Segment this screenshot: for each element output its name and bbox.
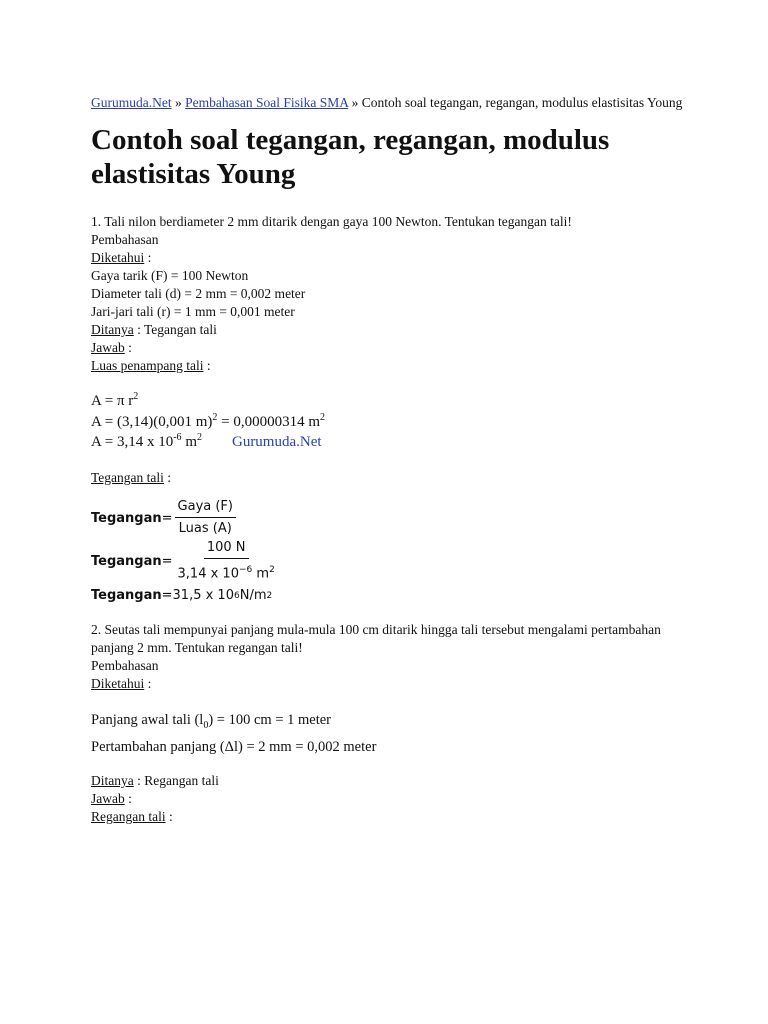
breadcrumb-category-link[interactable]: Pembahasan Soal Fisika SMA [185, 95, 349, 110]
luas-label: Luas penampang tali [91, 358, 204, 373]
colon: : [124, 340, 132, 355]
breadcrumb-separator: » [348, 95, 362, 110]
tegangan-heading [91, 469, 691, 487]
article [91, 94, 691, 826]
given-equations [91, 709, 691, 759]
question-1: 1. Tali nilon berdiameter 2 mm ditarik dengan gaya 100 Newton. Tentukan tegangan tali! [91, 214, 572, 229]
colon: : [124, 791, 132, 807]
area-equations [91, 391, 691, 453]
area-eq-1: A = π $r^2$ [91, 391, 139, 409]
colon: : [203, 358, 211, 373]
question-2: 2. Seutas tali mempunyai panjang mula-mula 100 cm ditarik hingga tali tersebut mengalami pertambahan panjang 2 mm. Tentukan regangan tali! [91, 621, 661, 655]
pembahasan-label: Pembahasan [91, 657, 159, 673]
breadcrumb-current: Contoh soal tegangan, regangan, modulus elastisitas Young [361, 95, 683, 110]
ditanya-line [91, 772, 691, 790]
breadcrumb-separator: » [171, 95, 186, 110]
colon: : [163, 469, 172, 485]
area-eq-3: A = 3,14 x $10^{-6}$ $m^2$ Gurumuda.Net [91, 432, 322, 450]
breadcrumb-home-link[interactable]: Gurumuda.Net [91, 95, 172, 110]
regangan-line [91, 808, 691, 826]
diketahui-heading [91, 675, 691, 693]
jawab-line [91, 790, 691, 808]
luas-line [91, 357, 691, 375]
diketahui-label: Diketahui [91, 250, 145, 265]
fraction: $\frac{100 N}{3,14 x 10^{-6} m^2}$ [177, 539, 275, 582]
diketahui-heading [91, 249, 691, 267]
regangan-label: Regangan tali [91, 809, 166, 825]
given-force: Gaya tarik (F) = 100 Newton [91, 268, 249, 283]
jawab-line [91, 339, 691, 357]
breadcrumb [91, 94, 691, 111]
ditanya-value: : Tegangan tali [133, 322, 217, 337]
colon: : [165, 809, 173, 825]
pembahasan-label: Pembahasan [91, 232, 159, 247]
diketahui-label: Diketahui [91, 675, 145, 691]
ditanya-label: Ditanya [91, 322, 134, 337]
page-title: Contoh soal tegangan, regangan, modulus elastisitas Young [91, 124, 610, 190]
fraction: $\frac{\text{Gaya (F)}}{\text{Luas (A)}}$ [175, 499, 236, 537]
colon: : [144, 675, 152, 691]
tegangan-label: Tegangan tali [91, 469, 164, 485]
ditanya-label: Ditanya [91, 773, 134, 789]
formula-row-2: Tegangan = $\frac{100 N}{3,14 x 10^{-6} m^2}$ [91, 540, 691, 583]
jawab-label: Jawab [91, 791, 125, 807]
ditanya-line [91, 321, 691, 339]
colon: : [144, 250, 152, 265]
given-diameter: Diameter tali (d) = 2 mm = 0,002 meter [91, 286, 306, 301]
given-initial-length: Panjang awal tali $(l_0) = 100$ cm = 1 meter [91, 711, 331, 731]
stress-formula [91, 497, 691, 609]
given-radius: Jari-jari tali (r) = 1 mm = 0,001 meter [91, 304, 295, 319]
jawab-label: Jawab [91, 340, 125, 355]
ditanya-value: : Regangan tali [133, 773, 219, 789]
formula-row-3: Tegangan = 31,5 x 10 6 N/m 2 [91, 588, 273, 603]
area-eq-2: A = (3,14)(0,001 m)$^2$ = 0,00000314 $m^2$ [91, 411, 326, 430]
formula-row-1: Tegangan = $\frac{\text{Gaya (F)}}{\text{Luas (A)}}$ [91, 497, 691, 540]
watermark-text: Gurumuda.Net [231, 434, 322, 450]
given-length-increase: Pertambahan panjang (Δl) = 2 mm = 0,002 meter [91, 739, 377, 756]
